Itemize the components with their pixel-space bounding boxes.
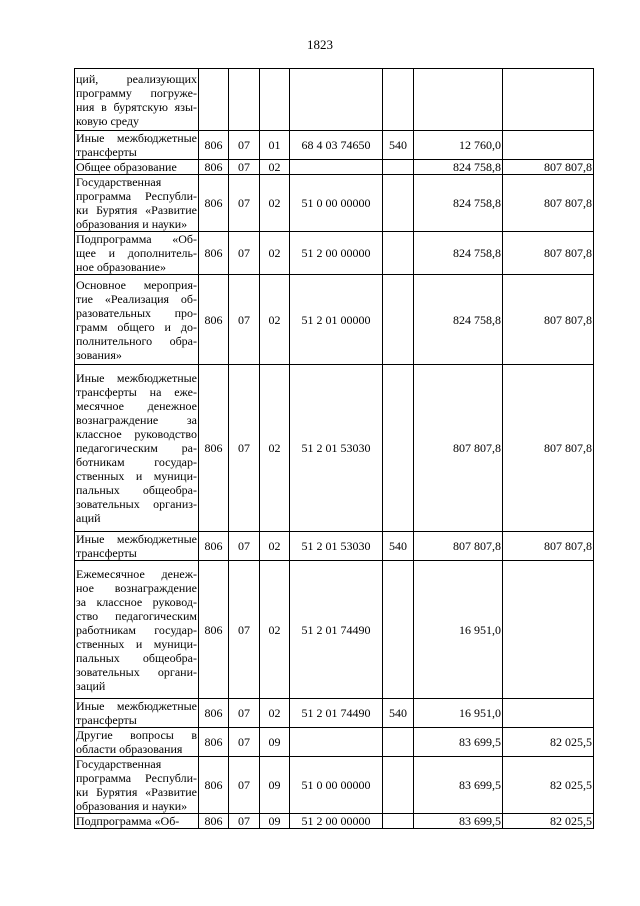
row-name-line: заций	[76, 678, 106, 693]
row-name-line: Основное мероприя-	[76, 277, 197, 292]
ved-cell: 806	[199, 561, 229, 699]
budget-table	[74, 68, 594, 829]
row-name-line: программа Республи-	[76, 189, 197, 203]
row-name-line: трансферты	[76, 713, 137, 727]
row-name-cell	[75, 532, 199, 561]
row-name-line: за классное руковод-	[76, 594, 197, 609]
row-name-line: ций, реализующих	[76, 71, 197, 86]
row-name-cell	[75, 69, 199, 131]
row-name-line: грамм общего и до-	[76, 319, 197, 334]
table-row	[75, 160, 594, 175]
sum2-cell	[503, 561, 594, 699]
row-name-line: Другие вопросы в	[76, 728, 197, 742]
csr-cell: 51 2 00 00000	[290, 232, 383, 275]
row-name-line: полнительного обра-	[76, 333, 197, 348]
row-name-line: ственных и муници-	[76, 636, 197, 651]
csr-cell	[290, 728, 383, 757]
row-name-line: Государственная	[76, 757, 162, 771]
csr-cell	[290, 160, 383, 175]
rz-cell: 07	[229, 365, 260, 532]
vr-cell	[383, 365, 414, 532]
row-name-line: аций	[76, 511, 101, 525]
row-name-line: Ежемесячное денеж-	[76, 566, 197, 581]
sum2-cell: 82 025,5	[503, 814, 594, 829]
sum2-cell: 807 807,8	[503, 160, 594, 175]
row-name-cell	[75, 160, 199, 175]
sum2-cell: 807 807,8	[503, 365, 594, 532]
csr-cell	[290, 69, 383, 131]
sum2-cell: 807 807,8	[503, 532, 594, 561]
ved-cell: 806	[199, 728, 229, 757]
row-name-line: трансферты	[76, 145, 137, 159]
rz-cell: 07	[229, 160, 260, 175]
sum1-cell: 83 699,5	[414, 757, 503, 814]
row-name-line: программу погруже-	[76, 85, 197, 100]
row-name-line: пальных общеобра-	[76, 650, 197, 665]
row-name-line: ки Бурятия «Развитие	[76, 785, 197, 799]
csr-cell: 51 0 00 00000	[290, 757, 383, 814]
table-row	[75, 561, 594, 699]
row-name-line: педагогическим ра-	[76, 441, 197, 455]
vr-cell	[383, 728, 414, 757]
ved-cell: 806	[199, 757, 229, 814]
pr-cell: 02	[260, 175, 290, 232]
csr-cell: 51 2 01 53030	[290, 365, 383, 532]
vr-cell: 540	[383, 131, 414, 160]
table-row	[75, 699, 594, 728]
row-name-line: Иные межбюджетные	[76, 699, 197, 713]
rz-cell: 07	[229, 175, 260, 232]
vr-cell	[383, 561, 414, 699]
table-row	[75, 532, 594, 561]
rz-cell: 07	[229, 275, 260, 365]
table-row	[75, 814, 594, 829]
row-name-line: разовательных про-	[76, 305, 197, 320]
vr-cell	[383, 757, 414, 814]
row-name-line: ния в бурятскую язы-	[76, 99, 197, 114]
sum1-cell: 824 758,8	[414, 275, 503, 365]
row-name-line: ное образование»	[76, 260, 166, 274]
table-row	[75, 365, 594, 532]
row-name-line: работникам государ-	[76, 622, 197, 637]
sum2-cell: 807 807,8	[503, 275, 594, 365]
pr-cell	[260, 69, 290, 131]
rz-cell: 07	[229, 757, 260, 814]
row-name-line: зовательных организ-	[76, 497, 197, 511]
sum1-cell	[414, 69, 503, 131]
row-name-cell	[75, 232, 199, 275]
row-name-cell	[75, 275, 199, 365]
row-name-line: зования»	[76, 347, 122, 362]
table-row	[75, 69, 594, 131]
csr-cell: 68 4 03 74650	[290, 131, 383, 160]
row-name-cell	[75, 561, 199, 699]
row-name-line: месячное денежное	[76, 399, 197, 413]
sum1-cell: 83 699,5	[414, 814, 503, 829]
vr-cell	[383, 175, 414, 232]
row-name-cell	[75, 728, 199, 757]
row-name-line: пальных общеобра-	[76, 483, 197, 497]
row-name-line: образования и науки»	[76, 799, 188, 813]
row-name-line: Иные межбюджетные	[76, 131, 197, 145]
pr-cell: 02	[260, 232, 290, 275]
table-row	[75, 175, 594, 232]
vr-cell	[383, 275, 414, 365]
row-name-cell	[75, 365, 199, 532]
row-name-line: программа Республи-	[76, 771, 197, 785]
ved-cell: 806	[199, 131, 229, 160]
row-name-line: ботникам государ-	[76, 455, 197, 469]
sum2-cell: 82 025,5	[503, 757, 594, 814]
ved-cell: 806	[199, 699, 229, 728]
row-name-line: ство педагогическим	[76, 608, 197, 623]
csr-cell: 51 2 01 74490	[290, 561, 383, 699]
rz-cell: 07	[229, 728, 260, 757]
sum1-cell: 824 758,8	[414, 160, 503, 175]
sum2-cell	[503, 131, 594, 160]
csr-cell: 51 2 01 74490	[290, 699, 383, 728]
row-name-cell	[75, 131, 199, 160]
row-name-line: Подпрограмма «Об-	[76, 814, 180, 828]
pr-cell: 09	[260, 757, 290, 814]
row-name-line: Подпрограмма «Об-	[76, 232, 197, 246]
rz-cell: 07	[229, 814, 260, 829]
ved-cell: 806	[199, 275, 229, 365]
pr-cell: 02	[260, 275, 290, 365]
row-name-line: вознаграждение за	[76, 413, 197, 427]
row-name-line: ки Бурятия «Развитие	[76, 203, 197, 217]
ved-cell: 806	[199, 532, 229, 561]
ved-cell	[199, 69, 229, 131]
vr-cell	[383, 814, 414, 829]
sum2-cell: 82 025,5	[503, 728, 594, 757]
row-name-line: ственных и муници-	[76, 469, 197, 483]
vr-cell: 540	[383, 699, 414, 728]
table-row	[75, 275, 594, 365]
ved-cell: 806	[199, 160, 229, 175]
pr-cell: 02	[260, 699, 290, 728]
page-number: 1823	[307, 37, 333, 52]
csr-cell: 51 2 01 00000	[290, 275, 383, 365]
row-name-cell	[75, 175, 199, 232]
sum2-cell	[503, 699, 594, 728]
pr-cell: 09	[260, 814, 290, 829]
row-name-line: области образования	[76, 742, 183, 756]
sum1-cell: 807 807,8	[414, 365, 503, 532]
pr-cell: 01	[260, 131, 290, 160]
rz-cell: 07	[229, 699, 260, 728]
vr-cell	[383, 232, 414, 275]
pr-cell: 02	[260, 561, 290, 699]
csr-cell: 51 2 01 53030	[290, 532, 383, 561]
vr-cell	[383, 69, 414, 131]
row-name-cell	[75, 699, 199, 728]
row-name-line: Общее образование	[76, 160, 177, 174]
row-name-line: ковую среду	[76, 113, 140, 128]
rz-cell	[229, 69, 260, 131]
ved-cell: 806	[199, 175, 229, 232]
rz-cell: 07	[229, 561, 260, 699]
row-name-line: Иные межбюджетные	[76, 532, 197, 546]
table-row	[75, 757, 594, 814]
sum1-cell: 807 807,8	[414, 532, 503, 561]
rz-cell: 07	[229, 532, 260, 561]
table-row	[75, 728, 594, 757]
row-name-line: Иные межбюджетные	[76, 371, 197, 385]
row-name-cell	[75, 757, 199, 814]
table-row	[75, 232, 594, 275]
row-name-line: щее и дополнитель-	[76, 246, 197, 260]
vr-cell	[383, 160, 414, 175]
ved-cell: 806	[199, 232, 229, 275]
ved-cell: 806	[199, 814, 229, 829]
pr-cell: 02	[260, 365, 290, 532]
row-name-cell	[75, 814, 199, 829]
sum1-cell: 824 758,8	[414, 175, 503, 232]
row-name-line: классное руководство	[76, 427, 197, 441]
row-name-line: образования и науки»	[76, 217, 188, 231]
ved-cell: 806	[199, 365, 229, 532]
sum1-cell: 12 760,0	[414, 131, 503, 160]
csr-cell: 51 0 00 00000	[290, 175, 383, 232]
row-name-line: ное вознаграждение	[76, 580, 197, 595]
pr-cell: 02	[260, 160, 290, 175]
sum1-cell: 824 758,8	[414, 232, 503, 275]
pr-cell: 02	[260, 532, 290, 561]
pr-cell: 09	[260, 728, 290, 757]
row-name-line: тие «Реализация об-	[76, 291, 197, 306]
row-name-line: Государственная	[76, 175, 162, 189]
sum1-cell: 83 699,5	[414, 728, 503, 757]
sum1-cell: 16 951,0	[414, 699, 503, 728]
row-name-line: трансферты на еже-	[76, 385, 197, 399]
rz-cell: 07	[229, 131, 260, 160]
rz-cell: 07	[229, 232, 260, 275]
sum2-cell	[503, 69, 594, 131]
row-name-line: трансферты	[76, 546, 137, 560]
row-name-line: зовательных органи-	[76, 664, 197, 679]
sum2-cell: 807 807,8	[503, 232, 594, 275]
sum2-cell: 807 807,8	[503, 175, 594, 232]
table-row	[75, 131, 594, 160]
csr-cell: 51 2 00 00000	[290, 814, 383, 829]
sum1-cell: 16 951,0	[414, 561, 503, 699]
vr-cell: 540	[383, 532, 414, 561]
